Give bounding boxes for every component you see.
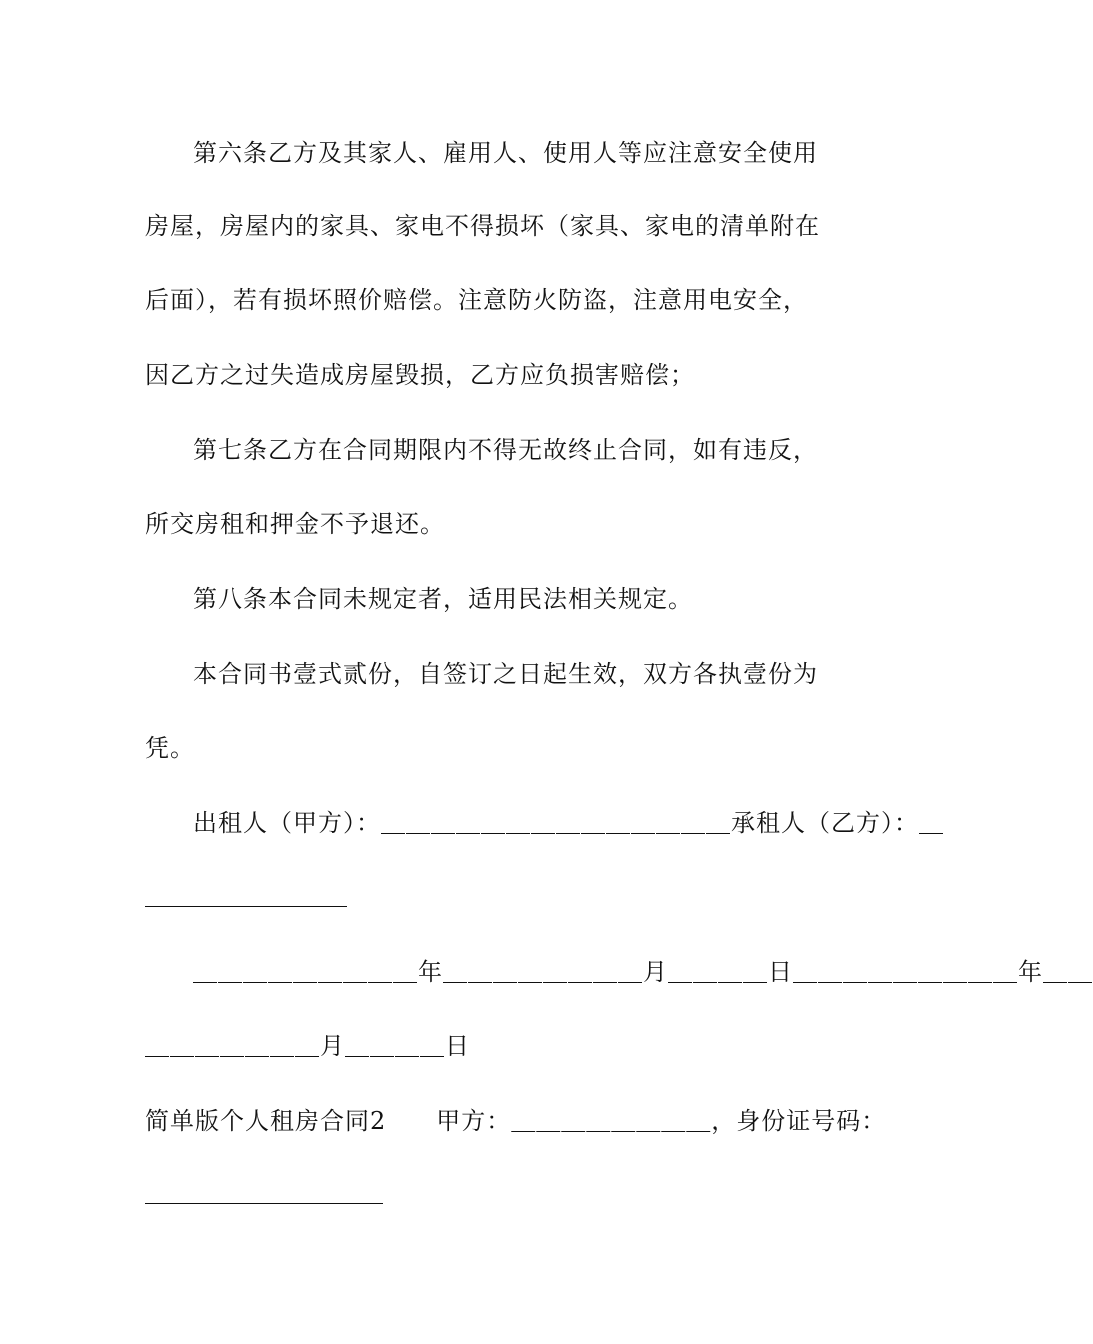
paragraph-article-7-line-2: 所交房租和押金不予退还。: [145, 510, 445, 538]
paragraph-article-6-line-2: 房屋，房屋内的家具、家电不得损坏（家具、家电的清单附在: [145, 212, 820, 240]
paragraph-article-6-line-4: 因乙方之过失造成房屋毁损，乙方应负损害赔偿；: [145, 361, 695, 389]
paragraph-copies-line-2: 凭。: [145, 734, 195, 762]
id-number-blank: [145, 1203, 383, 1204]
contract-2-header-line: 简单版个人租房合同2 甲方：＿＿＿＿＿＿＿＿，身份证号码：: [145, 1107, 887, 1135]
paragraph-article-8: 第八条本合同未规定者，适用民法相关规定。: [193, 585, 693, 613]
signature-blank-continued: [145, 906, 347, 907]
signature-line: 出租人（甲方）：＿＿＿＿＿＿＿＿＿＿＿＿＿＿承租人（乙方）：＿: [193, 809, 944, 837]
paragraph-copies-line-1: 本合同书壹式贰份，自签订之日起生效，双方各执壹份为: [193, 660, 818, 688]
date-line-1: ＿＿＿＿＿＿＿＿＿年＿＿＿＿＿＿＿＿月＿＿＿＿日＿＿＿＿＿＿＿＿＿年＿＿: [193, 958, 1093, 986]
date-line-2: ＿＿＿＿＿＿＿月＿＿＿＿日: [145, 1032, 470, 1060]
paragraph-article-6-line-3: 后面），若有损坏照价赔偿。注意防火防盗，注意用电安全，: [145, 286, 808, 314]
paragraph-article-6-line-1: 第六条乙方及其家人、雇用人、使用人等应注意安全使用: [193, 139, 818, 167]
paragraph-article-7-line-1: 第七条乙方在合同期限内不得无故终止合同，如有违反，: [193, 436, 818, 464]
